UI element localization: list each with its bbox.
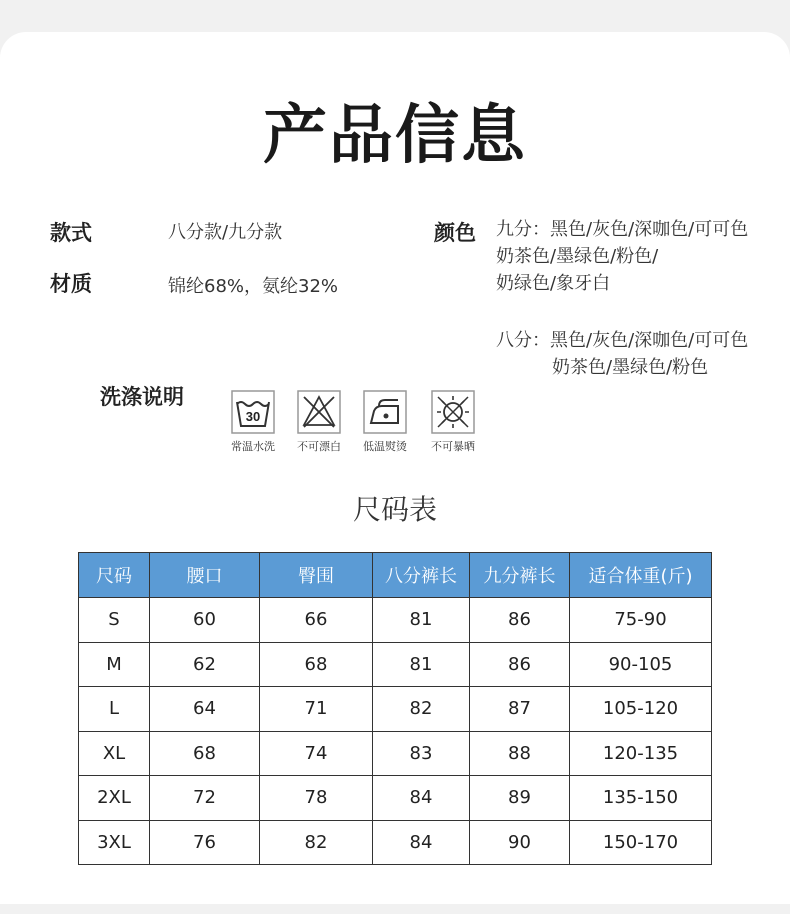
color-list [496, 216, 748, 381]
care-item-no-bleach [288, 390, 350, 454]
table-cell: 68 [150, 731, 260, 776]
care-caption: 不可暴晒 [431, 440, 475, 453]
table-cell: 2XL [79, 776, 150, 821]
table-cell: 87 [470, 687, 570, 732]
table-row [79, 687, 712, 732]
table-cell: M [79, 642, 150, 687]
material-value: 锦纶68%，氨纶32% [168, 276, 339, 297]
color-label: 颜色 [434, 221, 476, 245]
table-cell: 60 [150, 598, 260, 643]
col-header-length-8: 八分裤长 [373, 553, 470, 598]
table-row [79, 776, 712, 821]
table-cell: 72 [150, 776, 260, 821]
table-cell: 86 [470, 598, 570, 643]
col-header-length-9: 九分裤长 [470, 553, 570, 598]
care-caption: 常温水洗 [231, 440, 275, 453]
table-cell: L [79, 687, 150, 732]
table-cell: 89 [470, 776, 570, 821]
table-cell: 82 [373, 687, 470, 732]
table-cell: 84 [373, 820, 470, 865]
material-label: 材质 [50, 272, 92, 296]
table-cell: 78 [260, 776, 373, 821]
style-label: 款式 [50, 221, 92, 245]
table-cell: 81 [373, 642, 470, 687]
size-table [78, 552, 712, 865]
col-header-weight: 适合体重(斤) [570, 553, 712, 598]
table-row [79, 642, 712, 687]
care-item-wash [222, 390, 284, 454]
table-cell: 83 [373, 731, 470, 776]
table-cell: 64 [150, 687, 260, 732]
table-cell: 75-90 [570, 598, 712, 643]
table-cell: 76 [150, 820, 260, 865]
low-iron-icon [363, 390, 407, 434]
table-cell: 71 [260, 687, 373, 732]
col-header-waist: 腰口 [150, 553, 260, 598]
style-value: 八分款/九分款 [168, 222, 283, 243]
table-cell: 3XL [79, 820, 150, 865]
table-cell: 90-105 [570, 642, 712, 687]
color-line: 九分：黑色/灰色/深咖色/可可色 [496, 219, 749, 240]
color-line: 奶茶色/墨绿色/粉色/ [496, 246, 659, 267]
table-cell: 82 [260, 820, 373, 865]
col-header-hip: 臀围 [260, 553, 373, 598]
table-cell: 150-170 [570, 820, 712, 865]
care-caption: 不可漂白 [297, 440, 341, 453]
wash-30-icon [231, 390, 275, 434]
color-line: 八分：黑色/灰色/深咖色/可可色 [496, 330, 749, 351]
table-cell: 68 [260, 642, 373, 687]
table-cell: 74 [260, 731, 373, 776]
table-cell: 62 [150, 642, 260, 687]
wash-temperature-label: 30 [245, 409, 261, 424]
page-title: 产品信息 [263, 99, 527, 173]
no-sun-dry-icon [431, 390, 475, 434]
table-header-row [79, 553, 712, 598]
table-row [79, 598, 712, 643]
table-cell: 120-135 [570, 731, 712, 776]
table-cell: S [79, 598, 150, 643]
color-line: 奶茶色/墨绿色/粉色 [552, 357, 709, 378]
care-caption: 低温熨烫 [363, 440, 407, 453]
table-cell: 66 [260, 598, 373, 643]
table-cell: 88 [470, 731, 570, 776]
care-title: 洗涤说明 [100, 385, 184, 409]
table-cell: 105-120 [570, 687, 712, 732]
table-cell: 135-150 [570, 776, 712, 821]
care-item-no-sun [422, 390, 484, 454]
table-row [79, 731, 712, 776]
col-header-size: 尺码 [79, 553, 150, 598]
color-line: 奶绿色/象牙白 [496, 273, 611, 294]
care-item-low-iron [354, 390, 416, 454]
table-cell: 90 [470, 820, 570, 865]
table-cell: 81 [373, 598, 470, 643]
table-cell: 86 [470, 642, 570, 687]
no-bleach-icon [297, 390, 341, 434]
size-chart-title: 尺码表 [352, 493, 437, 526]
table-cell: 84 [373, 776, 470, 821]
table-row [79, 820, 712, 865]
table-cell: XL [79, 731, 150, 776]
